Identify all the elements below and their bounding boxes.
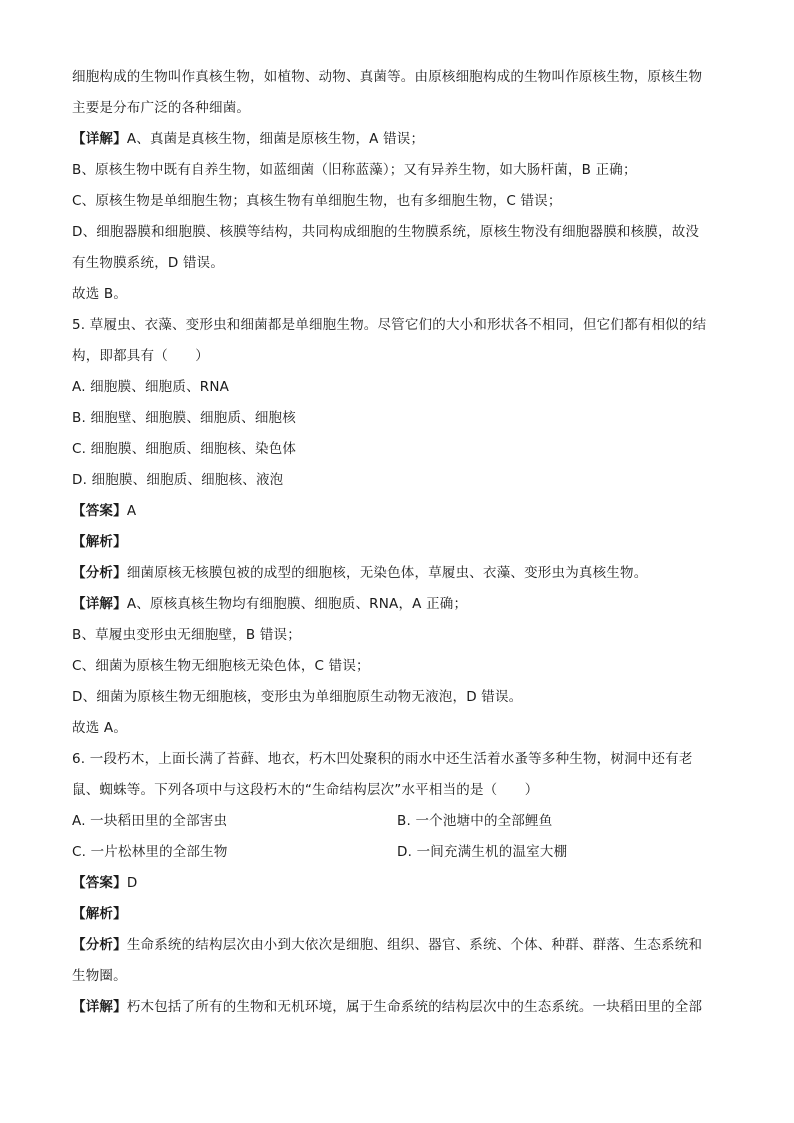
text-line [72, 372, 722, 403]
text-line [72, 775, 722, 806]
option-row [72, 837, 722, 868]
option-left: A. 一块稻田里的全部害虫 [72, 813, 228, 829]
line-text: D. 细胞膜、细胞质、细胞核、液泡 [72, 472, 284, 488]
text-line [72, 899, 722, 930]
section-tag: 【答案】 [72, 875, 127, 891]
text-line [72, 403, 722, 434]
line-text: C. 细胞膜、细胞质、细胞核、染色体 [72, 441, 297, 457]
line-text: 构，即都具有（ ） [72, 348, 209, 364]
line-text: C、原核生物是单细胞生物；真核生物有单细胞生物，也有多细胞生物，C 错误； [72, 193, 562, 209]
section-tag: 【详解】 [72, 596, 127, 612]
line-text: A、原核真核生物均有细胞膜、细胞质、RNA，A 正确； [126, 596, 468, 612]
text-line [72, 93, 722, 124]
line-text: 生物圈。 [72, 968, 127, 984]
line-text: 有生物膜系统，D 错误。 [72, 255, 225, 271]
line-text: B. 细胞壁、细胞膜、细胞质、细胞核 [72, 410, 296, 426]
line-text: D、细胞器膜和细胞膜、核膜等结构，共同构成细胞的生物膜系统，原核生物没有细胞器膜和核膜，故没 [72, 224, 700, 240]
line-text: C、细菌为原核生物无细胞核无染色体，C 错误； [72, 658, 370, 674]
option-right: B. 一个池塘中的全部鲤鱼 [397, 813, 553, 829]
text-line [72, 744, 722, 775]
section-tag: 【详解】 [72, 999, 127, 1015]
line-text: 故选 B。 [72, 286, 128, 302]
text-line [72, 651, 722, 682]
text-line [72, 62, 722, 93]
option-left: C. 一片松林里的全部生物 [72, 844, 228, 860]
text-line [72, 527, 722, 558]
text-line [72, 217, 722, 248]
section-tag: 【解析】 [72, 906, 127, 922]
line-text: D [126, 875, 138, 891]
section-tag: 【分析】 [72, 565, 127, 581]
section-tag: 【解析】 [72, 534, 127, 550]
text-line [72, 279, 722, 310]
text-line [72, 868, 722, 899]
text-line [72, 496, 722, 527]
line-text: B、草履虫变形虫无细胞壁，B 错误； [72, 627, 301, 643]
line-text: B、原核生物中既有自养生物，如蓝细菌（旧称蓝藻）；又有异养生物，如大肠杆菌，B 正确； [72, 162, 637, 178]
line-text: D、细菌为原核生物无细胞核，变形虫为单细胞原生动物无液泡，D 错误。 [72, 689, 523, 705]
line-text: 朽木包括了所有的生物和无机环境，属于生命系统的结构层次中的生态系统。一块稻田里的全部 [126, 999, 703, 1015]
document-page [72, 62, 722, 1023]
text-line [72, 310, 722, 341]
text-line [72, 713, 722, 744]
text-line [72, 434, 722, 465]
text-line [72, 248, 722, 279]
text-line [72, 155, 722, 186]
line-text: 故选 A。 [72, 720, 128, 736]
text-line [72, 589, 722, 620]
text-line [72, 682, 722, 713]
text-line [72, 620, 722, 651]
line-text: 细菌原核无核膜包被的成型的细胞核，无染色体，草履虫、衣藻、变形虫为真核生物。 [126, 565, 648, 581]
text-line [72, 186, 722, 217]
option-row [72, 806, 722, 837]
line-text: A [126, 503, 137, 519]
text-line [72, 961, 722, 992]
text-line [72, 930, 722, 961]
option-right: D. 一间充满生机的温室大棚 [397, 844, 568, 860]
text-line [72, 124, 722, 155]
text-line [72, 465, 722, 496]
text-line [72, 558, 722, 589]
line-text: 6. 一段朽木，上面长满了苔藓、地衣，朽木凹处聚积的雨水中还生活着水蚤等多种生物，树洞中还有老 [72, 751, 693, 767]
text-line [72, 992, 722, 1023]
section-tag: 【分析】 [72, 937, 127, 953]
line-text: 5. 草履虫、衣藻、变形虫和细菌都是单细胞生物。尽管它们的大小和形状各不相同，但它们都有相似的结 [72, 317, 707, 333]
section-tag: 【答案】 [72, 503, 127, 519]
line-text: 鼠、蜘蛛等。下列各项中与这段朽木的“生命结构层次”水平相当的是（ ） [72, 782, 539, 798]
text-line [72, 341, 722, 372]
line-text: 主要是分布广泛的各种细菌。 [72, 100, 251, 116]
line-text: A、真菌是真核生物，细菌是原核生物，A 错误； [126, 131, 425, 147]
line-text: A. 细胞膜、细胞质、RNA [72, 379, 230, 395]
line-text: 生命系统的结构层次由小到大依次是细胞、组织、器官、系统、个体、种群、群落、生态系统和 [126, 937, 703, 953]
section-tag: 【详解】 [72, 131, 127, 147]
line-text: 细胞构成的生物叫作真核生物，如植物、动物、真菌等。由原核细胞构成的生物叫作原核生物，原核生物 [72, 69, 703, 85]
